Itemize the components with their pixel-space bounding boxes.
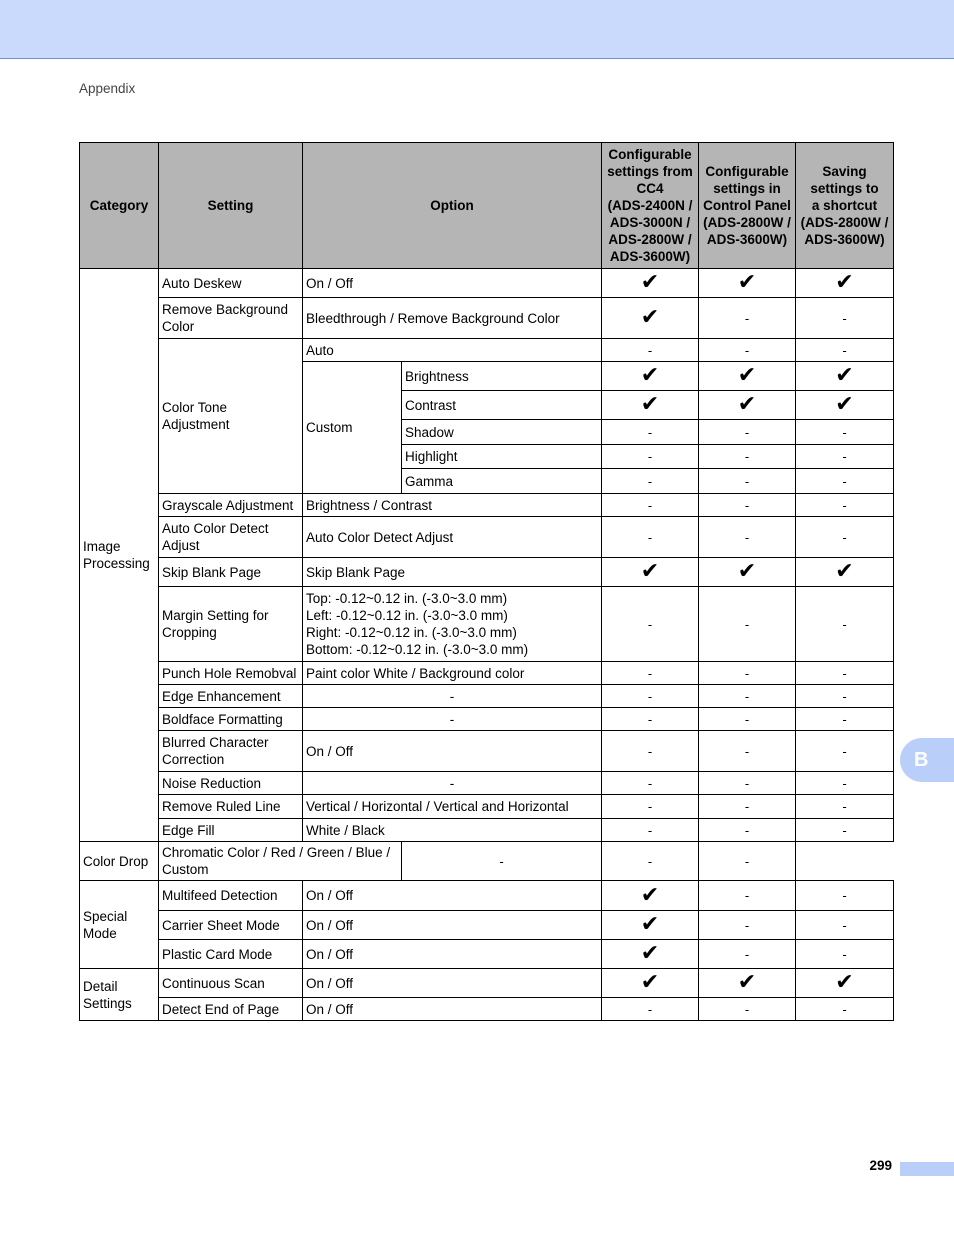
- setting-cell: Grayscale Adjustment: [159, 494, 303, 517]
- option-cell: -: [303, 772, 602, 795]
- panel-cell: [699, 445, 796, 469]
- option-cell: -: [303, 685, 602, 708]
- cc4-cell: [602, 494, 699, 517]
- dash-mark: -: [744, 529, 750, 545]
- dash-mark: -: [647, 853, 653, 869]
- checkmark-icon: ✔: [835, 559, 854, 584]
- checkmark-icon: ✔: [640, 363, 660, 388]
- checkmark-icon: ✔: [737, 559, 757, 584]
- dash-mark: -: [744, 917, 750, 933]
- setting-cell: Punch Hole Remobval: [159, 662, 303, 685]
- dash-mark: -: [842, 310, 847, 326]
- option-cell: Top: -0.12~0.12 in. (-3.0~3.0 mm) Left: -0.12~0.12 in. (-3.0~3.0 mm) Right: -0.12~0.12 in. (-3.0~3.0 mm) Bottom: -0.12~0.12 in. (-3.0~3.0 mm): [303, 587, 602, 662]
- dash-mark: -: [842, 822, 847, 838]
- panel-cell: [699, 969, 796, 998]
- header-setting: Setting: [159, 143, 303, 269]
- dash-mark: -: [744, 473, 750, 489]
- setting-cell: Noise Reduction: [159, 772, 303, 795]
- dash-mark: -: [744, 711, 750, 727]
- cc4-cell: [602, 339, 699, 362]
- table-row: [80, 494, 894, 517]
- dash-mark: -: [744, 310, 750, 326]
- checkmark-icon: ✔: [835, 270, 854, 295]
- cc4-cell: [602, 685, 699, 708]
- checkmark-icon: ✔: [640, 882, 660, 908]
- option-cell: Shadow: [402, 420, 602, 445]
- option-cell: Gamma: [402, 469, 602, 494]
- dash-mark: -: [842, 342, 847, 358]
- checkmark-icon: ✔: [640, 970, 660, 995]
- checkmark-icon: ✔: [640, 912, 660, 937]
- header-category: Category: [80, 143, 159, 269]
- table-row: [80, 269, 894, 298]
- setting-cell: Plastic Card Mode: [159, 940, 303, 969]
- shortcut-cell: [796, 969, 894, 998]
- cc4-cell: [602, 517, 699, 558]
- dash-mark: -: [647, 665, 653, 681]
- option-cell: Chromatic Color / Red / Green / Blue / Custom: [159, 842, 402, 881]
- panel-cell: [699, 881, 796, 911]
- table-row: [80, 940, 894, 969]
- setting-cell: Edge Enhancement: [159, 685, 303, 708]
- dash-mark: -: [744, 688, 750, 704]
- dash-mark: -: [744, 853, 750, 869]
- checkmark-icon: ✔: [737, 970, 757, 995]
- dash-mark: -: [647, 424, 653, 440]
- setting-cell: Auto Color Detect Adjust: [159, 517, 303, 558]
- panel-cell: [699, 391, 796, 420]
- page-number: 299: [869, 1158, 892, 1173]
- cc4-cell: [602, 445, 699, 469]
- panel-cell: [699, 998, 796, 1021]
- setting-cell: Skip Blank Page: [159, 558, 303, 587]
- cc4-cell: [602, 940, 699, 969]
- checkmark-icon: ✔: [737, 363, 757, 388]
- table-row: [80, 339, 894, 362]
- dash-mark: -: [842, 497, 847, 513]
- checkmark-icon: ✔: [737, 392, 757, 417]
- dash-mark: -: [842, 888, 847, 903]
- setting-cell: Margin Setting for Cropping: [159, 587, 303, 662]
- dash-mark: -: [744, 775, 750, 791]
- checkmark-icon: ✔: [640, 559, 660, 584]
- dash-mark: -: [744, 822, 750, 838]
- setting-cell: Blurred Character Correction: [159, 731, 303, 772]
- dash-mark: -: [842, 473, 847, 489]
- option-cell: White / Black: [303, 819, 602, 842]
- dash-mark: -: [647, 473, 653, 489]
- shortcut-cell: [699, 842, 796, 881]
- cc4-cell: [402, 842, 602, 881]
- cc4-cell: [602, 969, 699, 998]
- checkmark-icon: ✔: [640, 270, 660, 295]
- checkmark-icon: ✔: [640, 941, 660, 966]
- panel-cell: [699, 362, 796, 391]
- option-cell: On / Off: [303, 998, 602, 1021]
- shortcut-cell: [796, 517, 894, 558]
- cc4-cell: [602, 558, 699, 587]
- dash-mark: -: [647, 529, 653, 545]
- dash-mark: -: [842, 1001, 847, 1017]
- header-shortcut: Saving settings to a shortcut (ADS-2800W / ADS-3600W): [796, 143, 894, 269]
- shortcut-cell: [796, 298, 894, 339]
- cc4-cell: [602, 298, 699, 339]
- panel-cell: [699, 940, 796, 969]
- checkmark-icon: ✔: [640, 392, 660, 417]
- shortcut-cell: [796, 339, 894, 362]
- table-row: [80, 819, 894, 842]
- dash-mark: -: [842, 775, 847, 791]
- table-row: [80, 298, 894, 339]
- cc4-cell: [602, 772, 699, 795]
- table-row: [80, 587, 894, 662]
- dash-mark: -: [842, 799, 847, 814]
- panel-cell: [699, 298, 796, 339]
- setting-cell: Auto Deskew: [159, 269, 303, 298]
- panel-cell: [699, 685, 796, 708]
- section-label: Appendix: [79, 81, 136, 96]
- table-row: [80, 881, 894, 911]
- cc4-cell: [602, 469, 699, 494]
- panel-cell: [699, 558, 796, 587]
- dash-mark: -: [647, 775, 653, 791]
- setting-cell: Color Tone Adjustment: [159, 339, 303, 494]
- shortcut-cell: [796, 269, 894, 298]
- dash-mark: -: [842, 616, 847, 632]
- table-row: [80, 731, 894, 772]
- cc4-cell: [602, 819, 699, 842]
- dash-mark: -: [647, 688, 653, 704]
- option-cell: Paint color White / Background color: [303, 662, 602, 685]
- option-cell: On / Off: [303, 881, 602, 911]
- setting-cell: Detect End of Page: [159, 998, 303, 1021]
- setting-cell: Remove Background Color: [159, 298, 303, 339]
- dash-mark: -: [744, 799, 750, 814]
- checkmark-icon: ✔: [835, 363, 854, 388]
- shortcut-cell: [796, 558, 894, 587]
- panel-cell: [699, 269, 796, 298]
- cc4-cell: [602, 708, 699, 731]
- dash-mark: -: [647, 711, 653, 727]
- table-row: [80, 969, 894, 998]
- dash-mark: -: [842, 917, 847, 933]
- shortcut-cell: [796, 420, 894, 445]
- cc4-cell: [602, 362, 699, 391]
- panel-cell: [699, 911, 796, 940]
- dash-mark: -: [499, 853, 504, 869]
- checkmark-icon: ✔: [835, 392, 854, 417]
- shortcut-cell: [796, 445, 894, 469]
- option-cell: On / Off: [303, 940, 602, 969]
- dash-mark: -: [744, 424, 750, 440]
- shortcut-cell: [796, 881, 894, 911]
- category-special-mode: Special Mode: [80, 881, 159, 969]
- dash-mark: -: [647, 799, 653, 814]
- dash-mark: -: [842, 449, 847, 464]
- page-number-bar: [900, 1162, 954, 1176]
- shortcut-cell: [796, 708, 894, 731]
- checkmark-icon: ✔: [835, 970, 854, 995]
- setting-cell: Boldface Formatting: [159, 708, 303, 731]
- option-cell: Skip Blank Page: [303, 558, 602, 587]
- shortcut-cell: [796, 685, 894, 708]
- shortcut-cell: [796, 731, 894, 772]
- option-cell: On / Off: [303, 731, 602, 772]
- header-band: [0, 0, 954, 59]
- table-row: [80, 795, 894, 819]
- dash-mark: -: [647, 342, 653, 358]
- cc4-cell: [602, 269, 699, 298]
- dash-mark: -: [647, 822, 653, 838]
- dash-mark: -: [744, 665, 750, 681]
- category-image-processing: Image Processing: [80, 269, 159, 842]
- table-row: [80, 911, 894, 940]
- panel-cell: [699, 517, 796, 558]
- cc4-cell: [602, 911, 699, 940]
- panel-cell: [699, 819, 796, 842]
- panel-cell: [699, 731, 796, 772]
- dash-mark: -: [647, 743, 653, 759]
- panel-cell: [699, 469, 796, 494]
- cc4-cell: [602, 391, 699, 420]
- table-header-row: [80, 143, 894, 269]
- panel-cell: [699, 420, 796, 445]
- cc4-cell: [602, 795, 699, 819]
- setting-cell: Color Drop: [80, 842, 159, 881]
- shortcut-cell: [796, 819, 894, 842]
- shortcut-cell: [796, 772, 894, 795]
- setting-cell: Continuous Scan: [159, 969, 303, 998]
- cc4-cell: [602, 420, 699, 445]
- setting-cell: Multifeed Detection: [159, 881, 303, 911]
- dash-mark: -: [744, 449, 750, 464]
- setting-cell: Remove Ruled Line: [159, 795, 303, 819]
- option-cell: Brightness / Contrast: [303, 494, 602, 517]
- settings-table: [79, 142, 894, 1021]
- option-cell: Bleedthrough / Remove Background Color: [303, 298, 602, 339]
- cc4-cell: [602, 662, 699, 685]
- dash-mark: -: [744, 342, 750, 358]
- dash-mark: -: [744, 888, 750, 903]
- custom-label: Custom: [303, 362, 402, 494]
- table-row: [80, 662, 894, 685]
- shortcut-cell: [796, 494, 894, 517]
- option-cell: On / Off: [303, 969, 602, 998]
- header-control-panel: Configurable settings in Control Panel (ADS-2800W / ADS-3600W): [699, 143, 796, 269]
- checkmark-icon: ✔: [640, 305, 660, 330]
- shortcut-cell: [796, 662, 894, 685]
- dash-mark: -: [842, 711, 847, 727]
- option-cell: Highlight: [402, 445, 602, 469]
- shortcut-cell: [796, 362, 894, 391]
- option-cell: Contrast: [402, 391, 602, 420]
- shortcut-cell: [796, 469, 894, 494]
- dash-mark: -: [744, 946, 750, 962]
- table-row: [80, 842, 894, 881]
- dash-mark: -: [744, 743, 750, 759]
- panel-cell: [602, 842, 699, 881]
- dash-mark: -: [647, 1001, 653, 1017]
- setting-cell: Edge Fill: [159, 819, 303, 842]
- dash-mark: -: [744, 1001, 750, 1017]
- dash-mark: -: [842, 665, 847, 681]
- shortcut-cell: [796, 391, 894, 420]
- shortcut-cell: [796, 940, 894, 969]
- shortcut-cell: [796, 795, 894, 819]
- cc4-cell: [602, 881, 699, 911]
- table-row: [80, 708, 894, 731]
- panel-cell: [699, 708, 796, 731]
- panel-cell: [699, 772, 796, 795]
- dash-mark: -: [744, 616, 750, 632]
- header-option: Option: [303, 143, 602, 269]
- option-cell: -: [303, 708, 602, 731]
- shortcut-cell: [796, 587, 894, 662]
- option-cell: Auto: [303, 339, 602, 362]
- cc4-cell: [602, 587, 699, 662]
- setting-cell: Carrier Sheet Mode: [159, 911, 303, 940]
- checkmark-icon: ✔: [737, 270, 757, 295]
- dash-mark: -: [842, 946, 847, 962]
- option-cell: On / Off: [303, 269, 602, 298]
- option-cell: Vertical / Horizontal / Vertical and Horizontal: [303, 795, 602, 819]
- table-row: [80, 517, 894, 558]
- dash-mark: -: [647, 616, 653, 632]
- dash-mark: -: [647, 449, 653, 464]
- table-row: [80, 685, 894, 708]
- cc4-cell: [602, 998, 699, 1021]
- shortcut-cell: [796, 998, 894, 1021]
- category-detail-settings: Detail Settings: [80, 969, 159, 1021]
- cc4-cell: [602, 731, 699, 772]
- header-cc4: Configurable settings from CC4 (ADS-2400N / ADS-3000N / ADS-2800W / ADS-3600W): [602, 143, 699, 269]
- option-cell: On / Off: [303, 911, 602, 940]
- panel-cell: [699, 494, 796, 517]
- option-cell: Auto Color Detect Adjust: [303, 517, 602, 558]
- dash-mark: -: [842, 529, 847, 545]
- shortcut-cell: [796, 911, 894, 940]
- dash-mark: -: [647, 497, 653, 513]
- table-row: [80, 998, 894, 1021]
- panel-cell: [699, 339, 796, 362]
- table-row: [80, 772, 894, 795]
- dash-mark: -: [842, 688, 847, 704]
- option-cell: Brightness: [402, 362, 602, 391]
- dash-mark: -: [842, 743, 847, 759]
- panel-cell: [699, 662, 796, 685]
- table-row: [80, 558, 894, 587]
- panel-cell: [699, 795, 796, 819]
- dash-mark: -: [744, 497, 750, 513]
- dash-mark: -: [842, 424, 847, 440]
- panel-cell: [699, 587, 796, 662]
- appendix-tab: B: [900, 738, 954, 782]
